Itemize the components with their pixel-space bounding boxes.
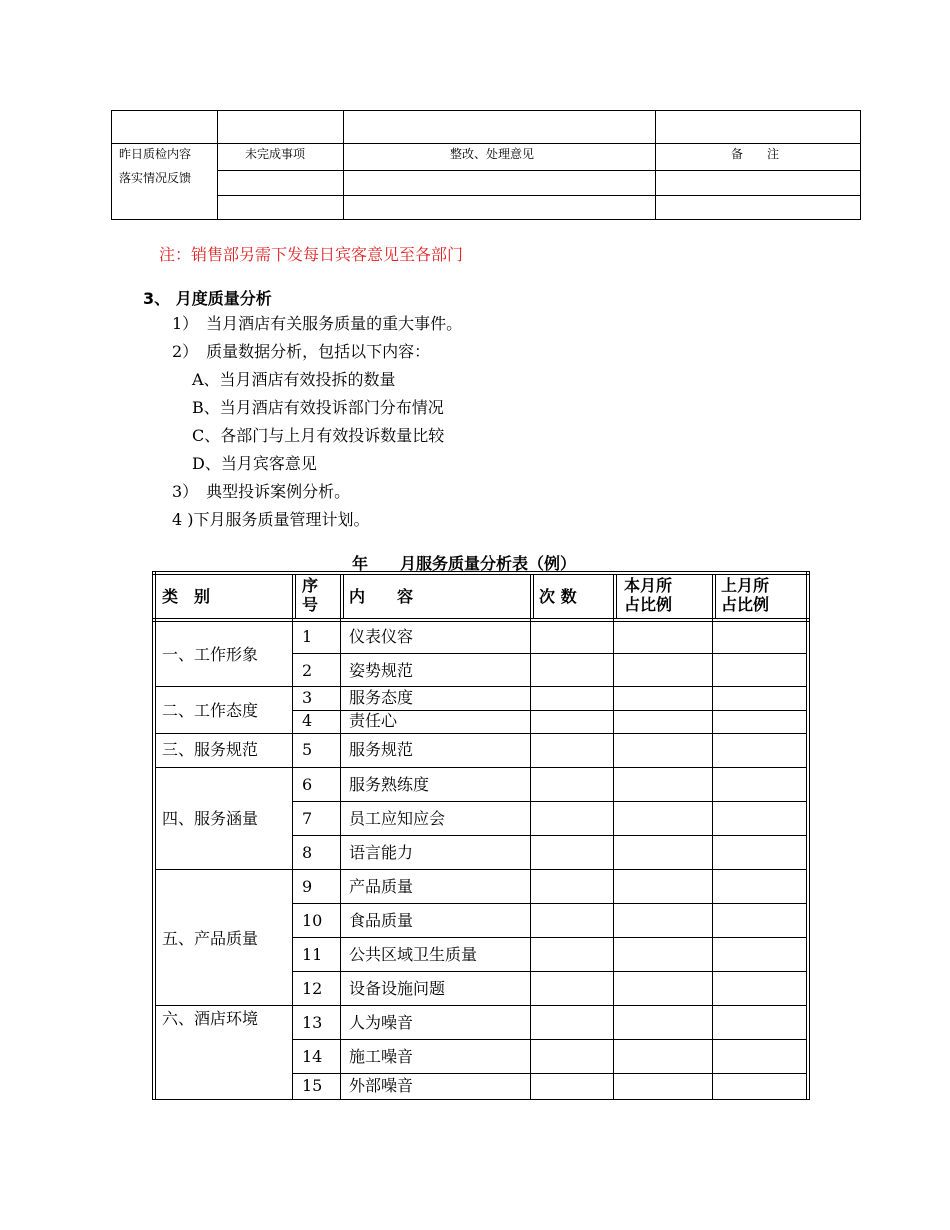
row-content: 食品质量 bbox=[349, 911, 414, 930]
row-no: 1 bbox=[302, 627, 313, 646]
analysis-table-title: 年 月服务质量分析表（例） bbox=[352, 554, 577, 573]
section-item-1: 1） 当月酒店有关服务质量的重大事件。 bbox=[172, 314, 463, 333]
col-remarks-header: 备 注 bbox=[731, 147, 780, 161]
row-content: 公共区域卫生质量 bbox=[349, 945, 478, 964]
row-content: 姿势规范 bbox=[349, 661, 414, 680]
header-content: 内 容 bbox=[349, 587, 414, 606]
section-item-4: 4 )下月服务质量管理计划。 bbox=[172, 510, 370, 529]
row-content: 服务态度 bbox=[349, 688, 414, 707]
category-hotel-environment: 六、酒店环境 bbox=[162, 1009, 259, 1028]
section-item-a: A、当月酒店有效投拆的数量 bbox=[192, 370, 396, 389]
header-category: 类 别 bbox=[162, 587, 211, 606]
row-no: 14 bbox=[302, 1047, 323, 1066]
row-no: 15 bbox=[302, 1076, 323, 1095]
col-unfinished-header: 未完成事项 bbox=[245, 147, 306, 161]
section-item-c: C、各部门与上月有效投诉数量比较 bbox=[192, 426, 445, 445]
row-no: 12 bbox=[302, 979, 323, 998]
row-no: 9 bbox=[302, 877, 313, 896]
category-product-quality: 五、产品质量 bbox=[162, 929, 259, 948]
sales-note: 注：销售部另需下发每日宾客意见至各部门 bbox=[159, 245, 464, 264]
section-item-b: B、当月酒店有效投诉部门分布情况 bbox=[192, 398, 444, 417]
row-no: 7 bbox=[302, 809, 313, 828]
section-item-2: 2） 质量数据分析，包括以下内容： bbox=[172, 342, 431, 361]
row-no: 2 bbox=[302, 661, 313, 680]
section-heading: 3、 月度质量分析 bbox=[143, 289, 272, 308]
header-seq-1: 序 bbox=[302, 576, 319, 595]
header-last-month-1: 上月所 bbox=[721, 576, 770, 595]
feedback-row-label-1: 昨日质检内容 bbox=[119, 147, 192, 161]
feedback-row-label-2: 落实情况反馈 bbox=[119, 171, 192, 185]
header-count: 次 数 bbox=[539, 587, 577, 606]
category-work-attitude: 二、工作态度 bbox=[162, 701, 259, 720]
row-content: 施工噪音 bbox=[349, 1047, 414, 1066]
category-work-image: 一、工作形象 bbox=[162, 645, 259, 664]
feedback-table bbox=[111, 110, 861, 220]
row-content: 人为噪音 bbox=[349, 1013, 414, 1032]
header-last-month-2: 占比例 bbox=[721, 595, 770, 614]
row-content: 责任心 bbox=[349, 711, 398, 730]
row-no: 8 bbox=[302, 843, 313, 862]
row-content: 产品质量 bbox=[349, 877, 414, 896]
header-this-month-2: 占比例 bbox=[624, 595, 673, 614]
header-seq-2: 号 bbox=[302, 595, 319, 614]
header-this-month-1: 本月所 bbox=[624, 576, 673, 595]
row-no: 5 bbox=[302, 740, 313, 759]
row-content: 外部噪音 bbox=[349, 1076, 414, 1095]
row-content: 服务熟练度 bbox=[349, 775, 430, 794]
row-content: 语言能力 bbox=[349, 843, 414, 862]
row-no: 6 bbox=[302, 775, 313, 794]
row-content: 设备设施问题 bbox=[349, 979, 446, 998]
category-service-capacity: 四、服务涵量 bbox=[162, 809, 259, 828]
row-no: 11 bbox=[302, 945, 323, 964]
section-item-3: 3） 典型投诉案例分析。 bbox=[172, 482, 351, 501]
section-item-d: D、当月宾客意见 bbox=[192, 454, 317, 473]
row-no: 3 bbox=[302, 688, 313, 707]
row-content: 服务规范 bbox=[349, 740, 414, 759]
col-opinion-header: 整改、处理意见 bbox=[450, 147, 535, 161]
row-content: 员工应知应会 bbox=[349, 809, 446, 828]
row-no: 13 bbox=[302, 1013, 323, 1032]
row-content: 仪表仪容 bbox=[349, 627, 414, 646]
analysis-table bbox=[152, 571, 810, 1100]
category-service-standard: 三、服务规范 bbox=[162, 740, 259, 759]
row-no: 10 bbox=[302, 911, 323, 930]
row-no: 4 bbox=[302, 711, 313, 730]
